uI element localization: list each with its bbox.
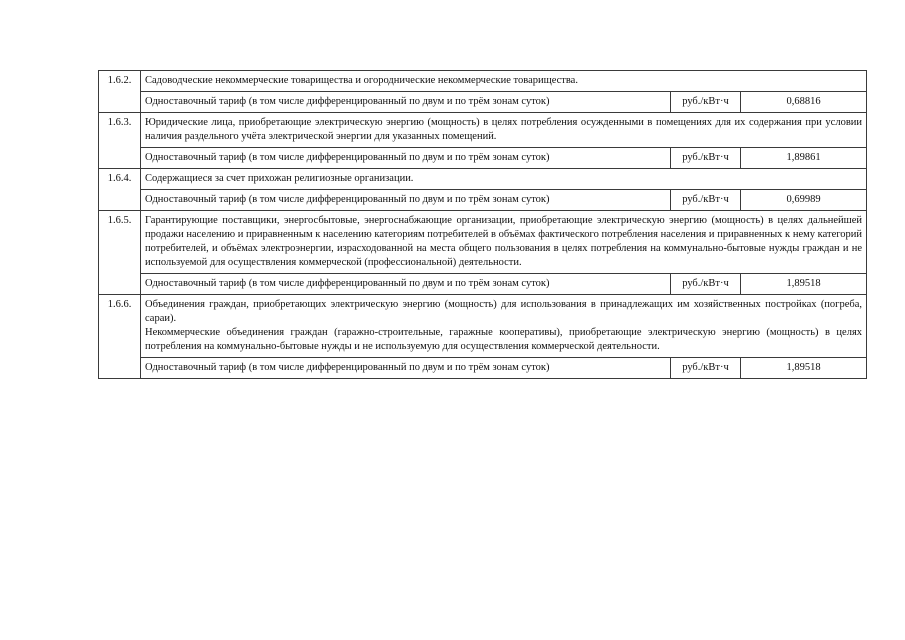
tariff-label: Одноставочный тариф (в том числе дифференцированный по двум и по трём зонам суток) (141, 148, 671, 169)
table-row (99, 358, 867, 379)
tariff-label: Одноставочный тариф (в том числе дифференцированный по двум и по трём зонам суток) (141, 274, 671, 295)
consumer-description (141, 211, 867, 274)
tariff-label: Одноставочный тариф (в том числе дифференцированный по двум и по трём зонам суток) (141, 358, 671, 379)
row-number: 1.6.5. (99, 211, 141, 295)
unit-cell: руб./кВт·ч (671, 274, 741, 295)
tariff-value: 0,69989 (741, 190, 867, 211)
row-number: 1.6.3. (99, 113, 141, 169)
description-paragraph: Садоводческие некоммерческие товарищества и огороднические некоммерческие товарищества. (145, 75, 578, 86)
table-row (99, 148, 867, 169)
row-number: 1.6.2. (99, 71, 141, 113)
row-number: 1.6.6. (99, 295, 141, 379)
table-row (99, 71, 867, 92)
table-row (99, 274, 867, 295)
table-row (99, 113, 867, 148)
unit-cell: руб./кВт·ч (671, 92, 741, 113)
description-paragraph: Гарантирующие поставщики, энергосбытовые, энергоснабжающие организации, приобретающие электрическую энергию (мощность) в целях дальнейшей продажи населению и приравненным к населению категориям потребителей в объёмах фактического потребления населения и приравненных к нему категорий потребителей, и объёмах электроэнергии, израсходованной на места общего пользования в целях потребления на коммунально-бытовые нужды граждан и не используемой для осуществления коммерческой (профессиональной) деятельности. (145, 215, 863, 268)
table-row (99, 211, 867, 274)
description-paragraph: Некоммерческие объединения граждан (гаражно-строительные, гаражные кооперативы), приобретающие электрическую энергию (мощность) в целях потребления на коммунально-бытовые нужды и не используемую для осуществления коммерческой деятельности. (145, 327, 863, 352)
description-paragraph: Содержащиеся за счет прихожан религиозные организации. (145, 173, 414, 184)
tariff-value: 1,89861 (741, 148, 867, 169)
tariff-value: 1,89518 (741, 358, 867, 379)
consumer-description (141, 113, 867, 148)
table-row (99, 295, 867, 358)
tariff-value: 0,68816 (741, 92, 867, 113)
unit-cell: руб./кВт·ч (671, 148, 741, 169)
consumer-description (141, 295, 867, 358)
table-row (99, 92, 867, 113)
tariff-value: 1,89518 (741, 274, 867, 295)
tariff-label: Одноставочный тариф (в том числе дифференцированный по двум и по трём зонам суток) (141, 92, 671, 113)
row-number: 1.6.4. (99, 169, 141, 211)
consumer-description (141, 71, 867, 92)
description-paragraph: Объединения граждан, приобретающих электрическую энергию (мощность) для использования в принадлежащих им хозяйственных постройках (погреба, сараи). (145, 299, 863, 324)
table-row (99, 169, 867, 190)
description-paragraph: Юридические лица, приобретающие электрическую энергию (мощность) в целях потребления осужденными в помещениях для их содержания при условии наличия раздельного учёта электрической энергии для указанных помещений. (145, 117, 863, 142)
tariff-table (98, 70, 867, 379)
unit-cell: руб./кВт·ч (671, 358, 741, 379)
table-row (99, 190, 867, 211)
consumer-description (141, 169, 867, 190)
unit-cell: руб./кВт·ч (671, 190, 741, 211)
tariff-label: Одноставочный тариф (в том числе дифференцированный по двум и по трём зонам суток) (141, 190, 671, 211)
